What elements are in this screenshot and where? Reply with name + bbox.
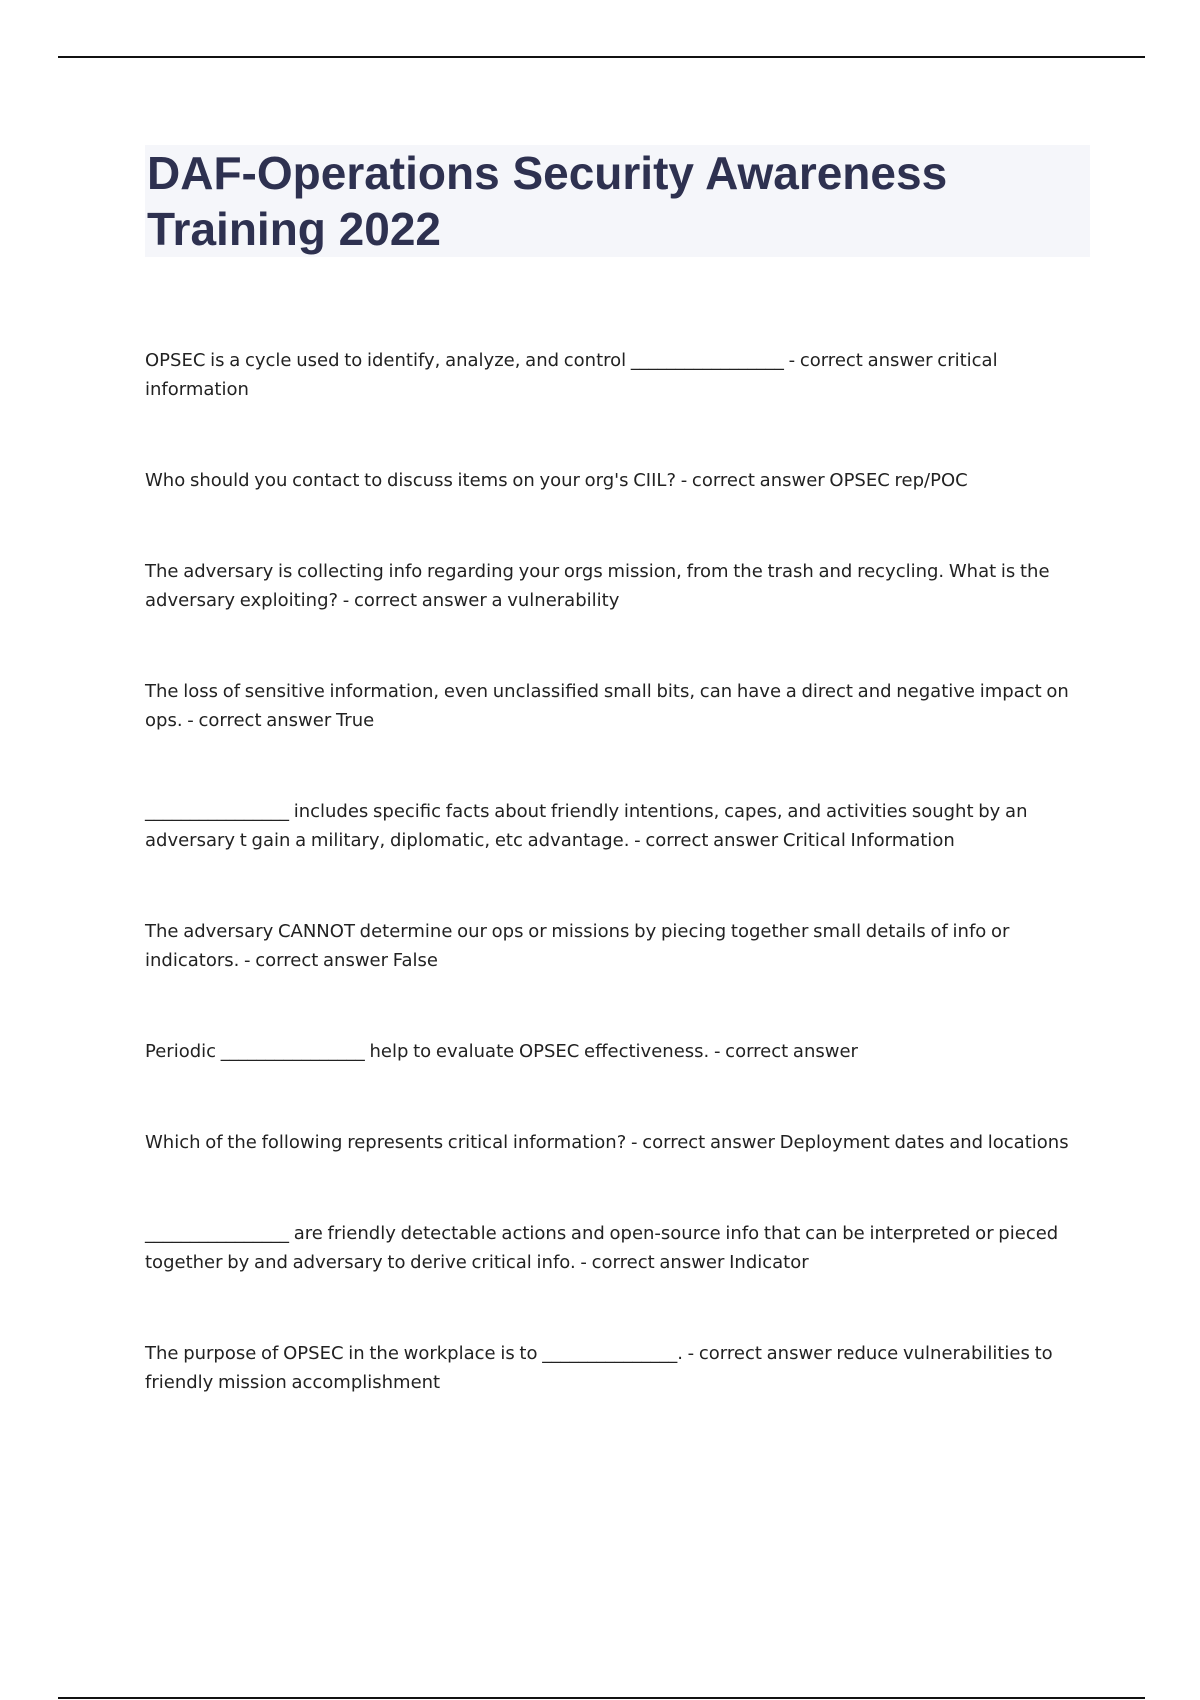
qa-item: ________________ are friendly detectable actions and open-source info that can be interpreted or pieced together by and adversary to derive critical info. - correct answer Indicator [145,1223,1059,1273]
qa-item: The adversary is collecting info regarding your orgs mission, from the trash and recycling. What is the adversary exploiting? - correct answer a vulnerability [145,561,1050,611]
qa-item: Who should you contact to discuss items on your org's CIIL? - correct answer OPSEC rep/POC [145,470,968,491]
bottom-divider [58,1697,1145,1699]
page-title: DAF-Operations Security Awareness Training 2022 [147,147,948,255]
qa-item: ________________ includes specific facts about friendly intentions, capes, and activities sought by an adversary t gain a military, diplomatic, etc advantage. - correct answer Critical Information [145,801,1028,851]
qa-item: OPSEC is a cycle used to identify, analyze, and control _________________ - correct answer critical information [145,350,998,400]
title-banner [145,145,1090,257]
qa-item: Periodic ________________ help to evaluate OPSEC effectiveness. - correct answer [145,1041,858,1062]
qa-item: Which of the following represents critical information? - correct answer Deployment dates and locations [145,1132,1069,1153]
qa-item: The loss of sensitive information, even unclassified small bits, can have a direct and negative impact on ops. - correct answer True [145,681,1069,731]
qa-item: The adversary CANNOT determine our ops or missions by piecing together small details of info or indicators. - correct answer False [145,921,1010,971]
top-divider [58,56,1145,58]
question-answer-list [145,346,1090,1459]
qa-item: The purpose of OPSEC in the workplace is to _______________. - correct answer reduce vulnerabilities to friendly mission accomplishment [145,1343,1053,1393]
